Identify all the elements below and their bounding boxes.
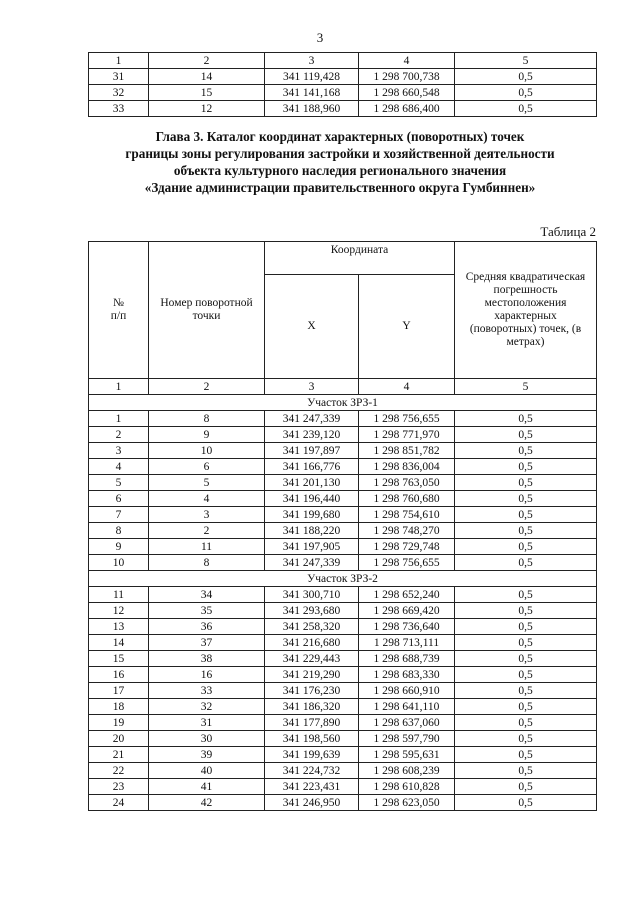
cell-y: 1 298 771,970 — [359, 427, 455, 443]
cell-error: 0,5 — [455, 507, 597, 523]
cell-y: 1 298 610,828 — [359, 779, 455, 795]
cell-number: 11 — [89, 587, 149, 603]
cell-x: 341 197,897 — [265, 443, 359, 459]
cell-point: 4 — [149, 491, 265, 507]
cell-number: 5 — [89, 475, 149, 491]
table-row — [89, 699, 597, 715]
cell-error: 0,5 — [455, 555, 597, 571]
cell-x: 341 246,950 — [265, 795, 359, 811]
index-cell: 2 — [149, 53, 265, 69]
cell-number: 15 — [89, 651, 149, 667]
heading-line: Глава 3. Каталог координат характерных (поворотных) точек — [155, 129, 525, 144]
cell-number: 18 — [89, 699, 149, 715]
cell-error: 0,5 — [455, 699, 597, 715]
cell-x: 341 119,428 — [265, 69, 359, 85]
cell-error: 0,5 — [455, 475, 597, 491]
cell-number: 19 — [89, 715, 149, 731]
cell-x: 341 176,230 — [265, 683, 359, 699]
cell-error: 0,5 — [455, 69, 597, 85]
cell-x: 341 197,905 — [265, 539, 359, 555]
cell-x: 341 201,130 — [265, 475, 359, 491]
heading-line: границы зоны регулирования застройки и хозяйственной деятельности — [125, 146, 555, 161]
cell-x: 341 219,290 — [265, 667, 359, 683]
top-table-body — [89, 53, 597, 117]
section-row — [89, 395, 597, 411]
cell-point: 8 — [149, 555, 265, 571]
cell-error: 0,5 — [455, 603, 597, 619]
heading-line: «Здание администрации правительственного округа Гумбиннен» — [144, 180, 536, 195]
index-cell: 1 — [89, 53, 149, 69]
header-point-label: Номер поворотной точки — [160, 297, 253, 322]
cell-error: 0,5 — [455, 427, 597, 443]
cell-y: 1 298 637,060 — [359, 715, 455, 731]
cell-y: 1 298 736,640 — [359, 619, 455, 635]
cell-number: 21 — [89, 747, 149, 763]
cell-number: 6 — [89, 491, 149, 507]
table-row — [89, 619, 597, 635]
header-point — [149, 242, 265, 379]
cell-y: 1 298 836,004 — [359, 459, 455, 475]
cell-x: 341 199,680 — [265, 507, 359, 523]
cell-y: 1 298 760,680 — [359, 491, 455, 507]
cell-error: 0,5 — [455, 411, 597, 427]
cell-x: 341 223,431 — [265, 779, 359, 795]
cell-x: 341 229,443 — [265, 651, 359, 667]
index-cell: 1 — [89, 379, 149, 395]
cell-error: 0,5 — [455, 795, 597, 811]
cell-number: 2 — [89, 427, 149, 443]
header-number-label: № п/п — [110, 297, 127, 322]
cell-y: 1 298 660,910 — [359, 683, 455, 699]
cell-point: 2 — [149, 523, 265, 539]
table-row — [89, 555, 597, 571]
cell-y: 1 298 608,239 — [359, 763, 455, 779]
cell-number: 14 — [89, 635, 149, 651]
cell-x: 341 196,440 — [265, 491, 359, 507]
table-row — [89, 683, 597, 699]
top-table-continuation — [88, 52, 597, 117]
cell-number: 32 — [89, 85, 149, 101]
table-row — [89, 427, 597, 443]
table-row — [89, 69, 597, 85]
cell-y: 1 298 756,655 — [359, 411, 455, 427]
cell-x: 341 186,320 — [265, 699, 359, 715]
cell-y: 1 298 754,610 — [359, 507, 455, 523]
cell-x: 341 300,710 — [265, 587, 359, 603]
table-row — [89, 491, 597, 507]
table-row — [89, 85, 597, 101]
cell-point: 32 — [149, 699, 265, 715]
cell-point: 10 — [149, 443, 265, 459]
cell-number: 31 — [89, 69, 149, 85]
cell-y: 1 298 595,631 — [359, 747, 455, 763]
cell-number: 12 — [89, 603, 149, 619]
index-cell: 4 — [359, 379, 455, 395]
cell-y: 1 298 652,240 — [359, 587, 455, 603]
coordinates-table — [88, 241, 597, 811]
section-row — [89, 571, 597, 587]
index-cell: 5 — [455, 379, 597, 395]
cell-y: 1 298 688,739 — [359, 651, 455, 667]
cell-x: 341 216,680 — [265, 635, 359, 651]
cell-point: 36 — [149, 619, 265, 635]
cell-number: 8 — [89, 523, 149, 539]
cell-y: 1 298 669,420 — [359, 603, 455, 619]
cell-point: 37 — [149, 635, 265, 651]
cell-error: 0,5 — [455, 715, 597, 731]
cell-x: 341 141,168 — [265, 85, 359, 101]
cell-y: 1 298 713,111 — [359, 635, 455, 651]
table-row — [89, 763, 597, 779]
table-row — [89, 411, 597, 427]
cell-point: 16 — [149, 667, 265, 683]
cell-point: 14 — [149, 69, 265, 85]
cell-y: 1 298 700,738 — [359, 69, 455, 85]
table-row — [89, 635, 597, 651]
chapter-heading — [60, 128, 620, 196]
cell-number: 10 — [89, 555, 149, 571]
cell-point: 33 — [149, 683, 265, 699]
cell-error: 0,5 — [455, 443, 597, 459]
cell-y: 1 298 623,050 — [359, 795, 455, 811]
cell-number: 7 — [89, 507, 149, 523]
cell-error: 0,5 — [455, 619, 597, 635]
cell-point: 38 — [149, 651, 265, 667]
cell-error: 0,5 — [455, 731, 597, 747]
cell-number: 1 — [89, 411, 149, 427]
cell-point: 34 — [149, 587, 265, 603]
cell-x: 341 258,320 — [265, 619, 359, 635]
cell-x: 341 177,890 — [265, 715, 359, 731]
cell-error: 0,5 — [455, 683, 597, 699]
cell-number: 16 — [89, 667, 149, 683]
cell-error: 0,5 — [455, 491, 597, 507]
cell-error: 0,5 — [455, 667, 597, 683]
cell-x: 341 247,339 — [265, 555, 359, 571]
table-row — [89, 747, 597, 763]
cell-error: 0,5 — [455, 101, 597, 117]
cell-x: 341 239,120 — [265, 427, 359, 443]
coordinates-table-body — [89, 395, 597, 811]
cell-number: 9 — [89, 539, 149, 555]
cell-x: 341 247,339 — [265, 411, 359, 427]
cell-point: 35 — [149, 603, 265, 619]
table-row — [89, 795, 597, 811]
cell-x: 341 166,776 — [265, 459, 359, 475]
header-number — [89, 242, 149, 379]
cell-y: 1 298 763,050 — [359, 475, 455, 491]
cell-point: 41 — [149, 779, 265, 795]
cell-point: 5 — [149, 475, 265, 491]
cell-point: 31 — [149, 715, 265, 731]
cell-point: 39 — [149, 747, 265, 763]
cell-y: 1 298 851,782 — [359, 443, 455, 459]
page-number: 3 — [316, 30, 324, 45]
section-title: Участок ЗРЗ-1 — [89, 395, 597, 411]
cell-y: 1 298 597,790 — [359, 731, 455, 747]
table-row — [89, 507, 597, 523]
cell-x: 341 188,960 — [265, 101, 359, 117]
cell-point: 6 — [149, 459, 265, 475]
cell-number: 17 — [89, 683, 149, 699]
cell-point: 11 — [149, 539, 265, 555]
section-title: Участок ЗРЗ-2 — [89, 571, 597, 587]
cell-number: 13 — [89, 619, 149, 635]
cell-error: 0,5 — [455, 539, 597, 555]
table-row — [89, 651, 597, 667]
cell-error: 0,5 — [455, 523, 597, 539]
cell-point: 30 — [149, 731, 265, 747]
cell-error: 0,5 — [455, 459, 597, 475]
table-row — [89, 539, 597, 555]
column-index-row — [89, 53, 597, 69]
cell-y: 1 298 748,270 — [359, 523, 455, 539]
cell-x: 341 293,680 — [265, 603, 359, 619]
cell-point: 40 — [149, 763, 265, 779]
cell-x: 341 199,639 — [265, 747, 359, 763]
cell-error: 0,5 — [455, 747, 597, 763]
cell-point: 12 — [149, 101, 265, 117]
cell-y: 1 298 641,110 — [359, 699, 455, 715]
header-coordinate: Координата — [265, 242, 455, 275]
cell-number: 23 — [89, 779, 149, 795]
table-row — [89, 459, 597, 475]
cell-number: 22 — [89, 763, 149, 779]
cell-y: 1 298 660,548 — [359, 85, 455, 101]
table-row — [89, 587, 597, 603]
cell-number: 3 — [89, 443, 149, 459]
table-row — [89, 475, 597, 491]
cell-point: 9 — [149, 427, 265, 443]
index-cell: 4 — [359, 53, 455, 69]
index-cell: 5 — [455, 53, 597, 69]
header-error — [455, 242, 597, 379]
header-error-label: Средняя квадратическая погрешность местоположения характерных (поворотных) точек, (в метрах) — [465, 271, 586, 348]
cell-y: 1 298 756,655 — [359, 555, 455, 571]
cell-error: 0,5 — [455, 779, 597, 795]
cell-x: 341 198,560 — [265, 731, 359, 747]
table-row — [89, 715, 597, 731]
cell-y: 1 298 686,400 — [359, 101, 455, 117]
cell-point: 15 — [149, 85, 265, 101]
cell-error: 0,5 — [455, 635, 597, 651]
header-y: Y — [359, 275, 455, 379]
cell-error: 0,5 — [455, 651, 597, 667]
index-cell: 3 — [265, 379, 359, 395]
cell-error: 0,5 — [455, 763, 597, 779]
table-row — [89, 667, 597, 683]
cell-error: 0,5 — [455, 85, 597, 101]
cell-point: 3 — [149, 507, 265, 523]
header-x: X — [265, 275, 359, 379]
index-cell: 2 — [149, 379, 265, 395]
column-index-row — [89, 379, 597, 395]
cell-number: 33 — [89, 101, 149, 117]
table-row — [89, 779, 597, 795]
cell-x: 341 188,220 — [265, 523, 359, 539]
cell-point: 42 — [149, 795, 265, 811]
index-cell: 3 — [265, 53, 359, 69]
table-row — [89, 731, 597, 747]
cell-number: 20 — [89, 731, 149, 747]
cell-number: 24 — [89, 795, 149, 811]
table-row — [89, 523, 597, 539]
table-row — [89, 101, 597, 117]
cell-x: 341 224,732 — [265, 763, 359, 779]
table-row — [89, 443, 597, 459]
cell-y: 1 298 683,330 — [359, 667, 455, 683]
table-row — [89, 603, 597, 619]
heading-line: объекта культурного наследия регионального значения — [173, 163, 507, 178]
cell-number: 4 — [89, 459, 149, 475]
cell-y: 1 298 729,748 — [359, 539, 455, 555]
table-caption: Таблица 2 — [540, 224, 596, 239]
cell-point: 8 — [149, 411, 265, 427]
cell-error: 0,5 — [455, 587, 597, 603]
